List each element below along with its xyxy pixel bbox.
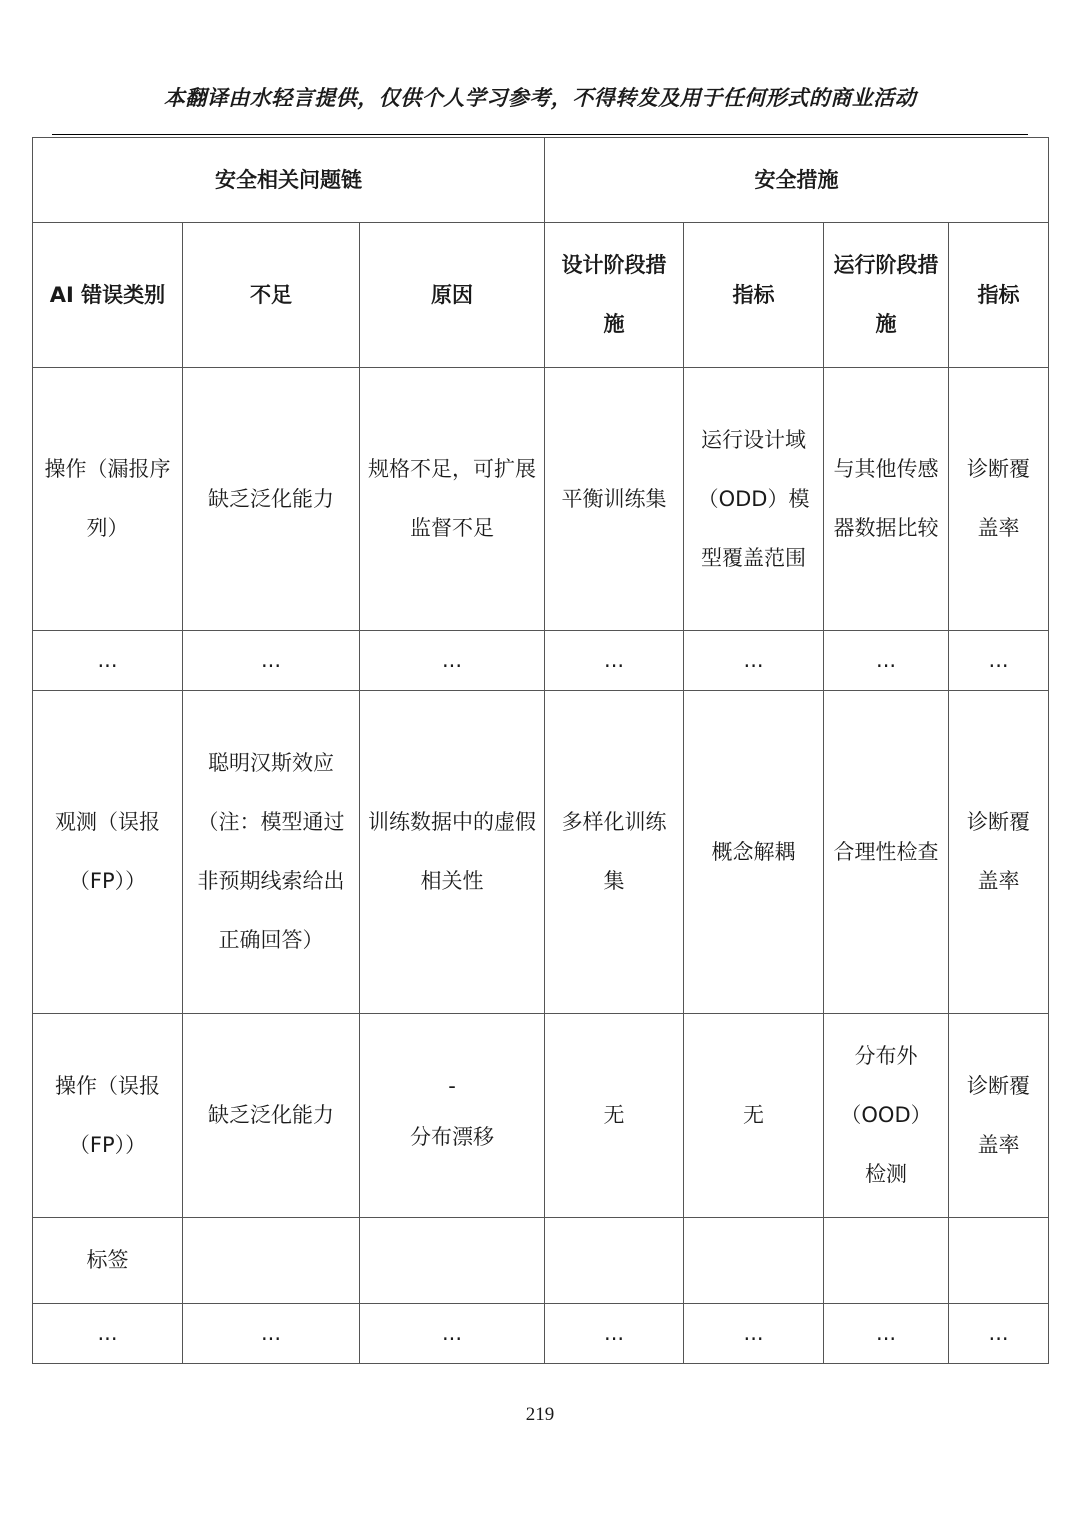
table-cell-operation-metric: ... [949, 631, 1049, 691]
table-cell-cause [360, 1218, 545, 1304]
column-header: 指标 [949, 223, 1049, 368]
table-row [33, 1014, 1049, 1218]
column-header: 不足 [183, 223, 360, 368]
table-cell-category: 操作（误报（FP）） [33, 1014, 183, 1218]
table-cell-deficiency: 缺乏泛化能力 [183, 1014, 360, 1218]
table-cell-operation-metric: 诊断覆盖率 [949, 368, 1049, 631]
table-column-header-row [33, 223, 1049, 368]
table-cell-design-measure [545, 1218, 684, 1304]
table-cell-cause: 训练数据中的虚假相关性 [360, 691, 545, 1014]
safety-measures-table [32, 137, 1049, 1364]
table-row [33, 631, 1049, 691]
table-cell-operation-measure: ... [824, 1304, 949, 1364]
table-cell-cause: 规格不足，可扩展监督不足 [360, 368, 545, 631]
table-cell-cause: ... [360, 1304, 545, 1364]
table-cell-design-measure: ... [545, 1304, 684, 1364]
page-number: 219 [525, 1404, 555, 1425]
translation-notice: 本翻译由水轻言提供，仅供个人学习参考，不得转发及用于任何形式的商业活动 [163, 86, 917, 110]
table-cell-design-metric: 运行设计域（ODD）模型覆盖范围 [684, 368, 824, 631]
table-row [33, 368, 1049, 631]
group-header-problem-chain: 安全相关问题链 [33, 138, 545, 223]
table-cell-operation-metric [949, 1218, 1049, 1304]
table-cell-design-metric: ... [684, 631, 824, 691]
table-cell-operation-measure: 与其他传感器数据比较 [824, 368, 949, 631]
table-cell-category: 观测（误报（FP）） [33, 691, 183, 1014]
column-header: 运行阶段措施 [824, 223, 949, 368]
table-cell-design-measure: 平衡训练集 [545, 368, 684, 631]
column-header: 指标 [684, 223, 824, 368]
table-cell-design-measure: 多样化训练集 [545, 691, 684, 1014]
table-cell-deficiency: ... [183, 631, 360, 691]
header-divider [52, 134, 1028, 135]
table-cell-operation-measure: ... [824, 631, 949, 691]
table-cell-design-measure: ... [545, 631, 684, 691]
table-row [33, 1218, 1049, 1304]
table-cell-design-metric: 无 [684, 1014, 824, 1218]
group-header-safety-measures: 安全措施 [545, 138, 1049, 223]
table-cell-category: ... [33, 631, 183, 691]
cause-text: 分布漂移 [410, 1125, 495, 1149]
table-cell-operation-measure: 合理性检查 [824, 691, 949, 1014]
table-cell-operation-metric: 诊断覆盖率 [949, 1014, 1049, 1218]
table-cell-deficiency: ... [183, 1304, 360, 1364]
table-cell-operation-measure [824, 1218, 949, 1304]
table-row [33, 691, 1049, 1014]
table-cell-design-metric: 概念解耦 [684, 691, 824, 1014]
table-cell-deficiency: 聪明汉斯效应（注：模型通过非预期线索给出正确回答） [183, 691, 360, 1014]
table-cell-design-measure: 无 [545, 1014, 684, 1218]
table-cell-operation-metric: ... [949, 1304, 1049, 1364]
table-cell-deficiency: 缺乏泛化能力 [183, 368, 360, 631]
table-cell-deficiency [183, 1218, 360, 1304]
table-cell-design-metric [684, 1218, 824, 1304]
table-cell-operation-metric: 诊断覆盖率 [949, 691, 1049, 1014]
table-row [33, 1304, 1049, 1364]
cause-dash: - [448, 1074, 456, 1098]
column-header: 设计阶段措施 [545, 223, 684, 368]
table-cell-category: 标签 [33, 1218, 183, 1304]
table-cell-category: ... [33, 1304, 183, 1364]
table-cell-category: 操作（漏报序列） [33, 368, 183, 631]
table-cell-design-metric: ... [684, 1304, 824, 1364]
column-header: AI 错误类别 [33, 223, 183, 368]
column-header: 原因 [360, 223, 545, 368]
table-group-header-row [33, 138, 1049, 223]
table-cell-cause: ... [360, 631, 545, 691]
table-cell-operation-measure: 分布外（OOD）检测 [824, 1014, 949, 1218]
table-cell-cause [360, 1014, 545, 1218]
